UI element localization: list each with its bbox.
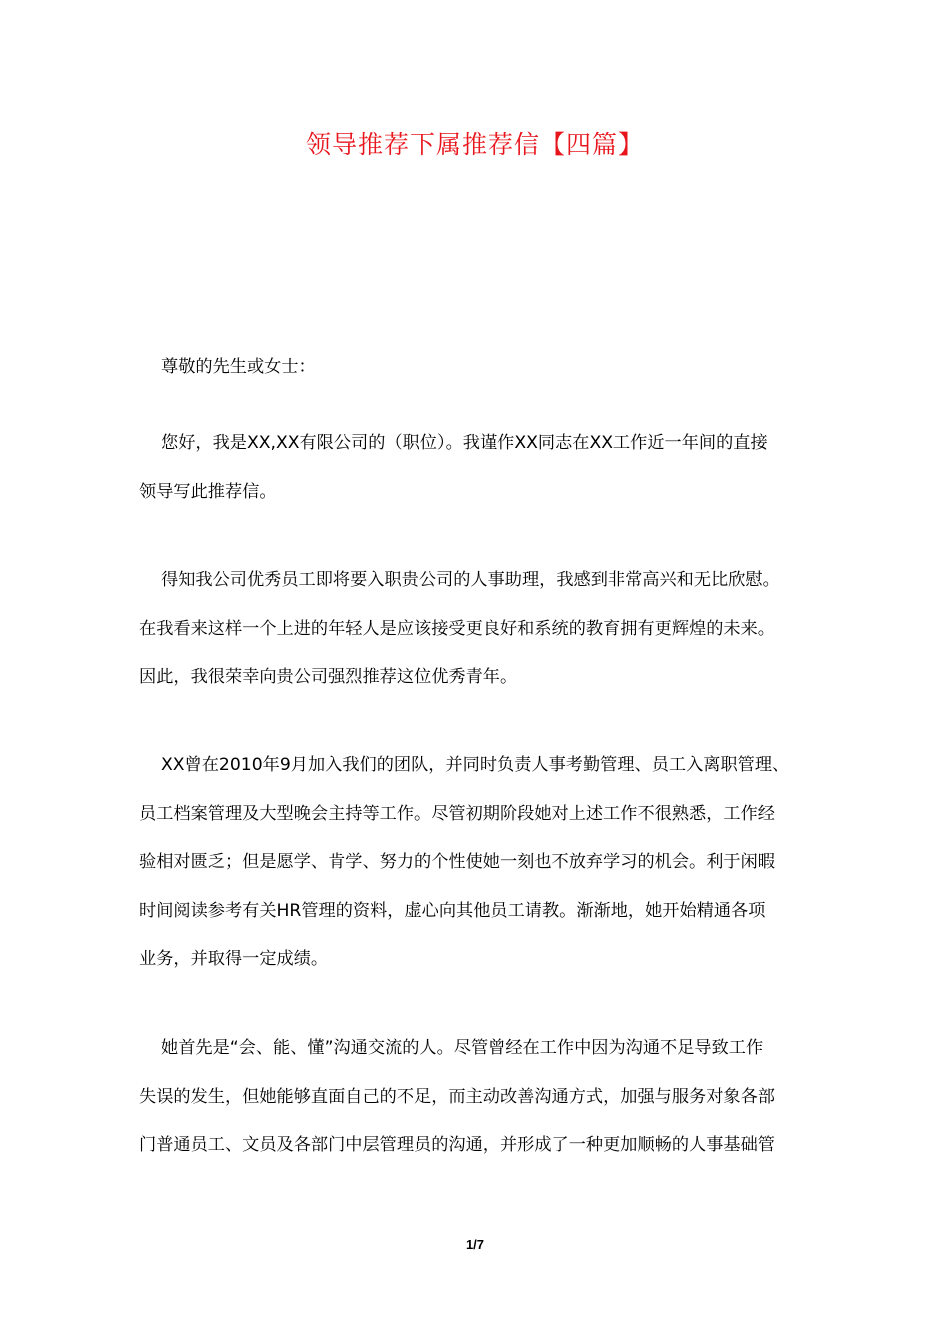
paragraph-line: XX曾在2010年9月加入我们的团队，并同时负责人事考勤管理、员工入离职管理、 — [161, 755, 790, 775]
paragraph-line: 她首先是“会、能、懂”沟通交流的人。尽管曾经在工作中因为沟通不足导致工作 — [161, 1038, 764, 1058]
document-title: 领导推荐下属推荐信【四篇】 — [305, 130, 644, 159]
paragraph-line: 在我看来这样一个上进的年轻人是应该接受更良好和系统的教育拥有更辉煌的未来。 — [139, 618, 775, 639]
paragraph-1 — [139, 419, 815, 516]
paragraph-line: 时间阅读参考有关HR管理的资料，虚心向其他员工请教。渐渐地，她开始精通各项 — [139, 900, 766, 921]
paragraph-line: 您好，我是XX,XX有限公司的（职位）。我谨作XX同志在XX工作近一年间的直接 — [161, 433, 768, 453]
page-number: 1/7 — [465, 1237, 485, 1252]
paragraph-3 — [139, 741, 815, 984]
paragraph-4 — [139, 1024, 815, 1170]
paragraph-line: 得知我公司优秀员工即将要入职贵公司的人事助理，我感到非常高兴和无比欣慰。 — [161, 570, 780, 590]
salutation-text: 尊敬的先生或女士： — [161, 357, 316, 377]
paragraph-2 — [139, 556, 815, 702]
paragraph-line: 验相对匮乏；但是愿学、肯学、努力的个性使她一刻也不放弃学习的机会。利于闲暇 — [139, 852, 775, 872]
paragraph-line: 因此，我很荣幸向贵公司强烈推荐这位优秀青年。 — [139, 667, 518, 687]
paragraph-line: 门普通员工、文员及各部门中层管理员的沟通，并形成了一种更加顺畅的人事基础管 — [139, 1135, 775, 1155]
salutation — [139, 343, 815, 392]
paragraph-line: 员工档案管理及大型晚会主持等工作。尽管初期阶段她对上述工作不很熟悉，工作经 — [139, 803, 775, 824]
paragraph-line: 失误的发生，但她能够直面自己的不足，而主动改善沟通方式，加强与服务对象各部 — [139, 1086, 775, 1107]
paragraph-line: 业务，并取得一定成绩。 — [139, 949, 329, 969]
paragraph-line: 领导写此推荐信。 — [139, 481, 277, 502]
